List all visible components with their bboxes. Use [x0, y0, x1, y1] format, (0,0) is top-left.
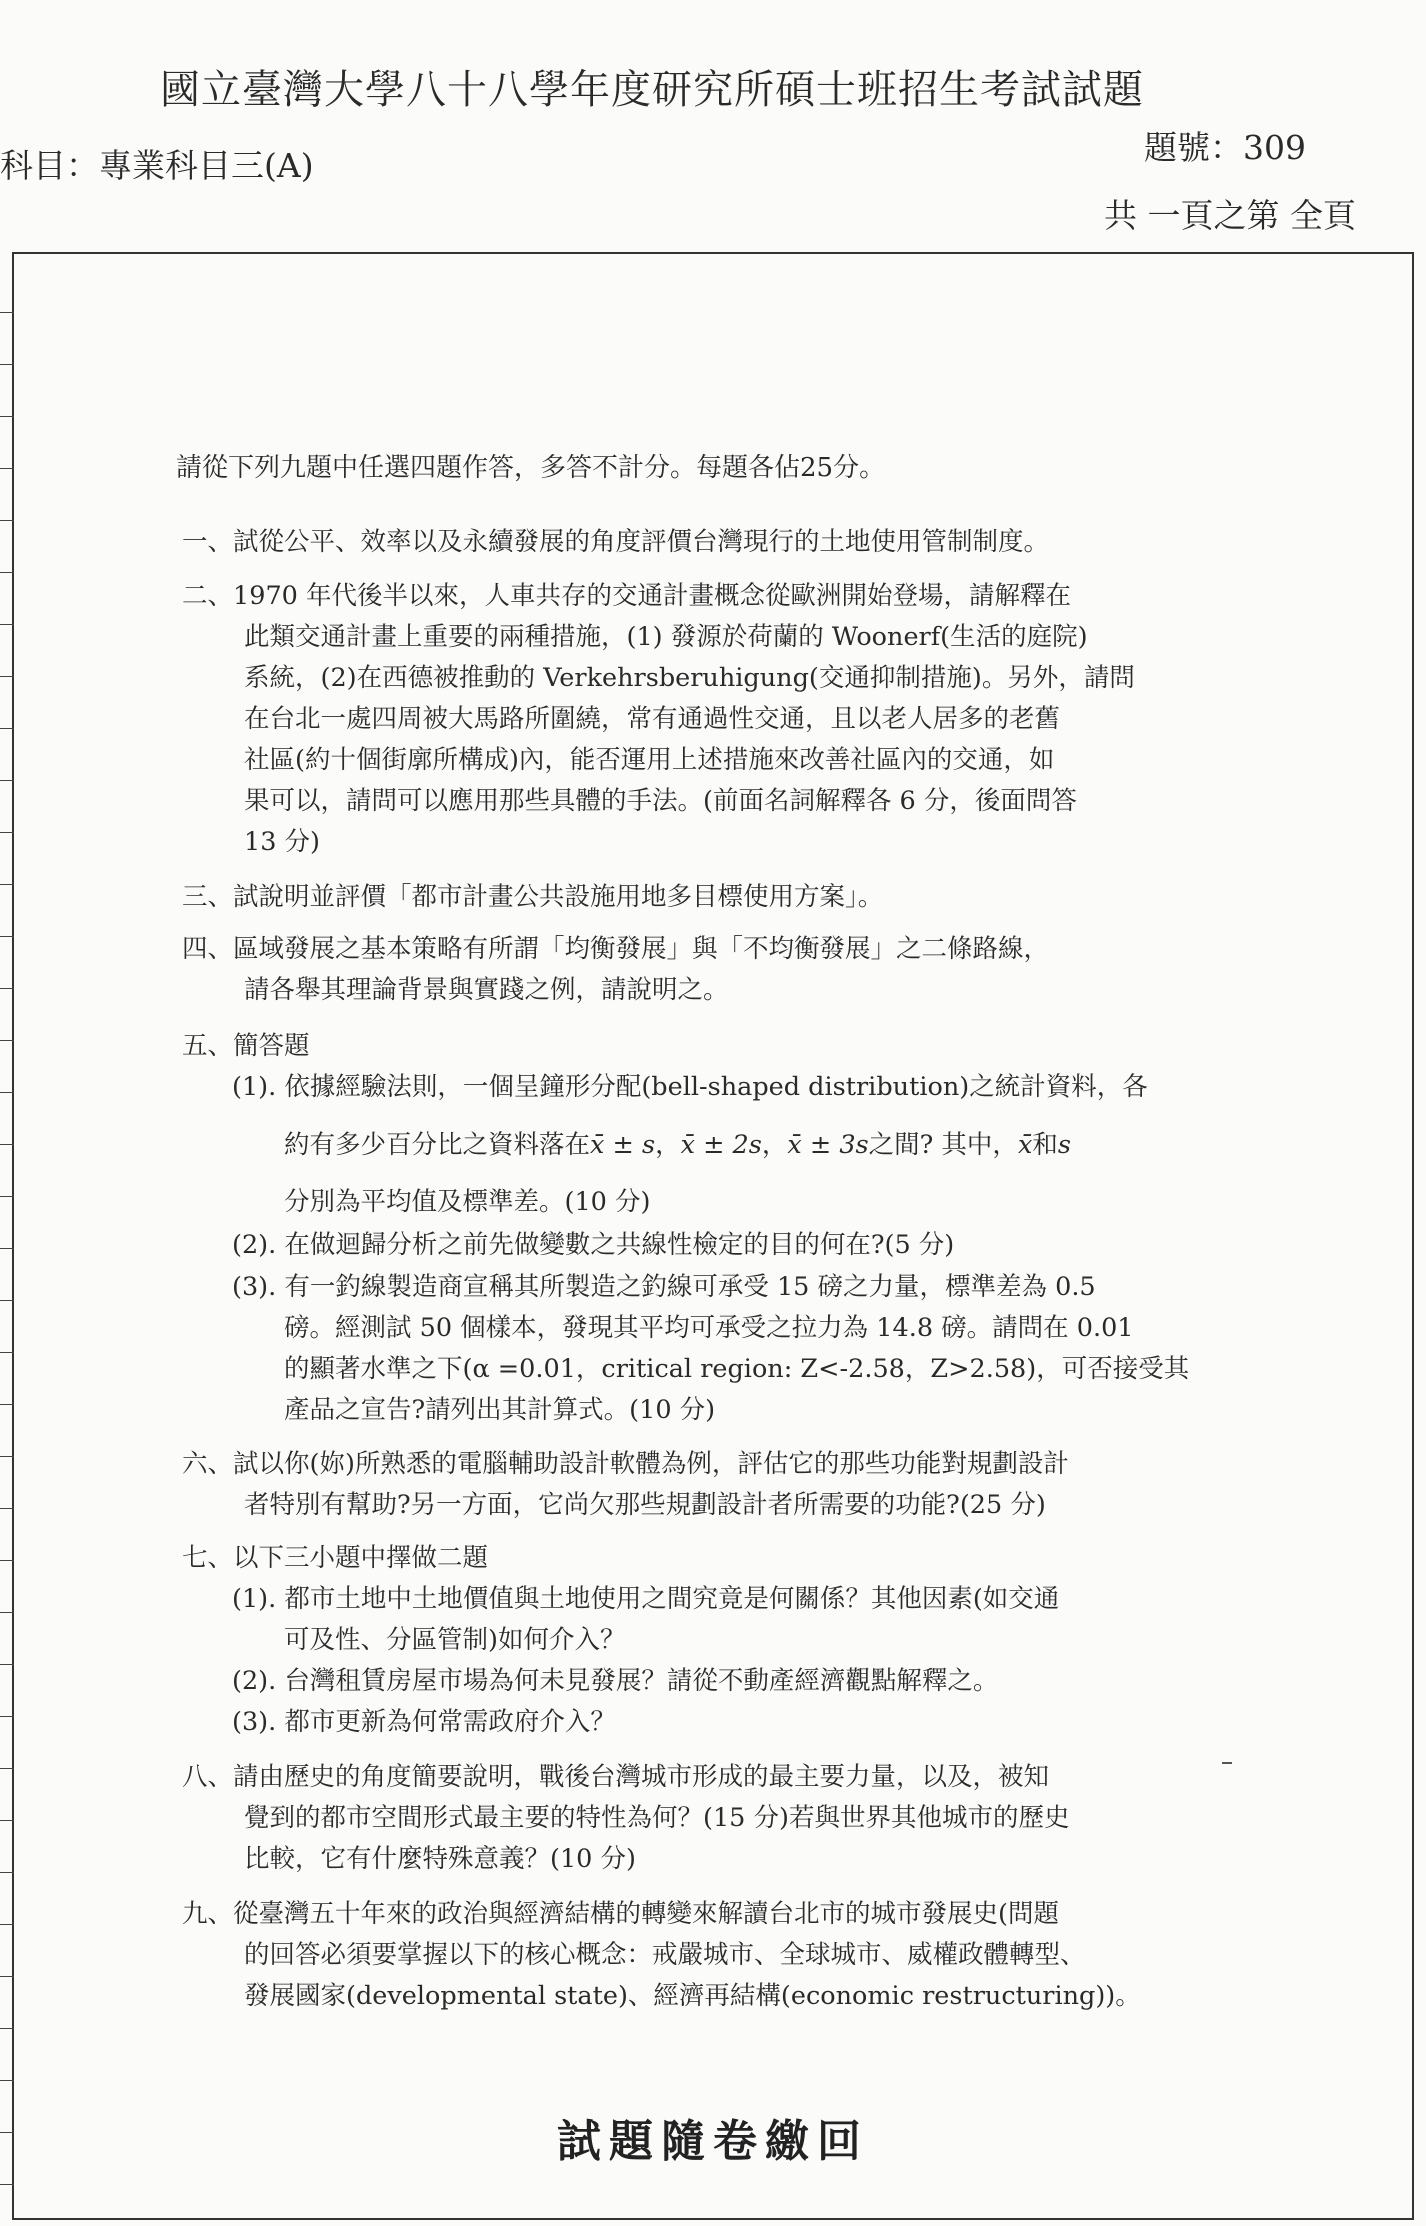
margin-tick: [0, 1508, 14, 1509]
margin-tick: [0, 1560, 14, 1561]
margin-tick: [0, 2080, 14, 2081]
margin-tick: [0, 1404, 14, 1405]
formula-middle: 之間? 其中，: [868, 1130, 1018, 1160]
symbol-mean: x̄: [1017, 1130, 1033, 1160]
page-count: 共 一頁之第 全頁: [1104, 196, 1356, 235]
separator: ，: [655, 1130, 681, 1160]
margin-tick: [0, 1924, 14, 1925]
return-notice: 試題隨卷繳回: [557, 2116, 869, 2167]
margin-tick: [0, 1248, 14, 1249]
margin-tick: [0, 780, 14, 781]
question-4-line: 請各舉其理論背景與實踐之例，請說明之。: [244, 975, 729, 1005]
formula-prefix: 約有多少百分比之資料落在: [284, 1130, 591, 1160]
margin-tick: [0, 936, 14, 937]
question-5-3-line: 磅。經測試 50 個樣本，發現其平均可承受之拉力為 14.8 磅。請問在 0.01: [284, 1313, 1134, 1343]
margin-tick: [0, 312, 14, 313]
margin-tick: [0, 1300, 14, 1301]
question-6-line: 六、試以你(妳)所熟悉的電腦輔助設計軟體為例，評估它的那些功能對規劃設計: [182, 1449, 1069, 1479]
question-8-line: 八、請由歷史的角度簡要說明，戰後台灣城市形成的最主要力量，以及，被知: [182, 1762, 1050, 1792]
margin-tick: [0, 884, 14, 885]
question-4-line: 四、區域發展之基本策略有所謂「均衡發展」與「不均衡發展」之二條路線，: [182, 934, 1050, 964]
question-7-2: (2). 台灣租賃房屋市場為何未見發展？請從不動產經濟觀點解釋之。: [232, 1666, 999, 1696]
margin-tick: [0, 1664, 14, 1665]
exam-title: 國立臺灣大學八十八學年度研究所碩士班招生考試試題: [160, 67, 1144, 113]
question-2-line: 社區(約十個街廓所構成)內，能否運用上述措施來改善社區內的交通，如: [244, 745, 1055, 775]
margin-tick: [0, 520, 14, 521]
question-7-1-line: 可及性、分區管制)如何介入？: [284, 1625, 626, 1655]
question-5-3-line: (3). 有一釣線製造商宣稱其所製造之釣線可承受 15 磅之力量，標準差為 0.5: [232, 1272, 1096, 1302]
margin-tick: [0, 1144, 14, 1145]
margin-tick: [0, 2184, 14, 2185]
margin-tick: [0, 1196, 14, 1197]
margin-tick: [0, 988, 14, 989]
question-1: 一、試從公平、效率以及永續發展的角度評價台灣現行的土地使用管制制度。: [182, 527, 1050, 557]
margin-tick: [0, 416, 14, 417]
margin-tick: [0, 1872, 14, 1873]
question-5-1-line: (1). 依據經驗法則，一個呈鐘形分配(bell-shaped distribution)之統計資料，各: [232, 1072, 1148, 1102]
question-5-1-line: [284, 1130, 1071, 1160]
subject-label: 科目：專業科目三(A): [0, 146, 314, 185]
formula-x-plus-minus-s: x̄ ± s: [590, 1130, 656, 1160]
question-7: 七、以下三小題中擇做二題: [182, 1543, 489, 1573]
question-2-line: 系統，(2)在西德被推動的 Verkehrsberuhigung(交通抑制措施)。另外，請問: [244, 663, 1135, 693]
question-5-2: (2). 在做迴歸分析之前先做變數之共線性檢定的目的何在?(5 分): [232, 1230, 955, 1260]
margin-tick: [0, 1092, 14, 1093]
margin-tick: [0, 1768, 14, 1769]
question-code: 題號：309: [1144, 128, 1306, 167]
question-7-3: (3). 都市更新為何常需政府介入？: [232, 1707, 616, 1737]
question-8-line: 比較，它有什麼特殊意義？(10 分): [244, 1844, 636, 1874]
question-6-line: 者特別有幫助?另一方面，它尚欠那些規劃設計者所需要的功能?(25 分): [244, 1490, 1046, 1520]
question-5-3-line: 產品之宣告?請列出其計算式。(10 分): [284, 1395, 716, 1425]
margin-tick: [0, 2028, 14, 2029]
scan-mark: [1222, 1762, 1232, 1764]
margin-tick: [0, 676, 14, 677]
margin-tick: [0, 624, 14, 625]
formula-x-plus-minus-3s: x̄ ± 3s: [787, 1130, 869, 1160]
question-9-line: 的回答必須要掌握以下的核心概念：戒嚴城市、全球城市、威權政體轉型、: [244, 1940, 1086, 1970]
question-9-line: 發展國家(developmental state)、經濟再結構(economic restructuring))。: [244, 1981, 1141, 2011]
question-5-3-line: 的顯著水準之下(α =0.01，critical region: Z<-2.58，Z>2.58)，可否接受其: [284, 1354, 1190, 1384]
question-2-line: 果可以，請問可以應用那些具體的手法。(前面名詞解釋各 6 分，後面問答: [244, 786, 1077, 816]
margin-tick: [0, 572, 14, 573]
question-9-line: 九、從臺灣五十年來的政治與經濟結構的轉變來解讀台北市的城市發展史(問題: [182, 1899, 1059, 1929]
question-5-1-line: 分別為平均值及標準差。(10 分): [284, 1187, 651, 1217]
question-2-line: 在台北一處四周被大馬路所圍繞，常有通過性交通，且以老人居多的老舊: [244, 704, 1061, 734]
margin-ticks: [0, 252, 14, 2220]
margin-tick: [0, 728, 14, 729]
question-2-line: 此類交通計畫上重要的兩種措施，(1) 發源於荷蘭的 Woonerf(生活的庭院): [244, 622, 1088, 652]
formula-x-plus-minus-2s: x̄ ± 2s: [680, 1130, 762, 1160]
question-8-line: 覺到的都市空間形式最主要的特性為何？(15 分)若與世界其他城市的歷史: [244, 1803, 1070, 1833]
margin-tick: [0, 1612, 14, 1613]
conjunction: 和: [1032, 1130, 1058, 1160]
margin-tick: [0, 468, 14, 469]
margin-tick: [0, 364, 14, 365]
separator: ，: [761, 1130, 788, 1160]
question-2-line: 13 分): [244, 827, 321, 857]
margin-tick: [0, 1456, 14, 1457]
margin-tick: [0, 1352, 14, 1353]
question-7-1-line: (1). 都市土地中土地價值與土地使用之間究竟是何關係？其他因素(如交通: [232, 1584, 1060, 1614]
margin-tick: [0, 1976, 14, 1977]
question-2-line: 二、1970 年代後半以來，人車共存的交通計畫概念從歐洲開始登場，請解釋在: [182, 581, 1072, 611]
margin-tick: [0, 1820, 14, 1821]
margin-tick: [0, 1716, 14, 1717]
question-5: 五、簡答題: [182, 1031, 310, 1061]
symbol-std: s: [1057, 1130, 1071, 1160]
margin-tick: [0, 1040, 14, 1041]
instructions: 請從下列九題中任選四題作答，多答不計分。每題各佔25分。: [176, 453, 886, 483]
margin-tick: [0, 832, 14, 833]
question-3: 三、試說明並評價「都市計畫公共設施用地多目標使用方案」。: [182, 882, 884, 912]
